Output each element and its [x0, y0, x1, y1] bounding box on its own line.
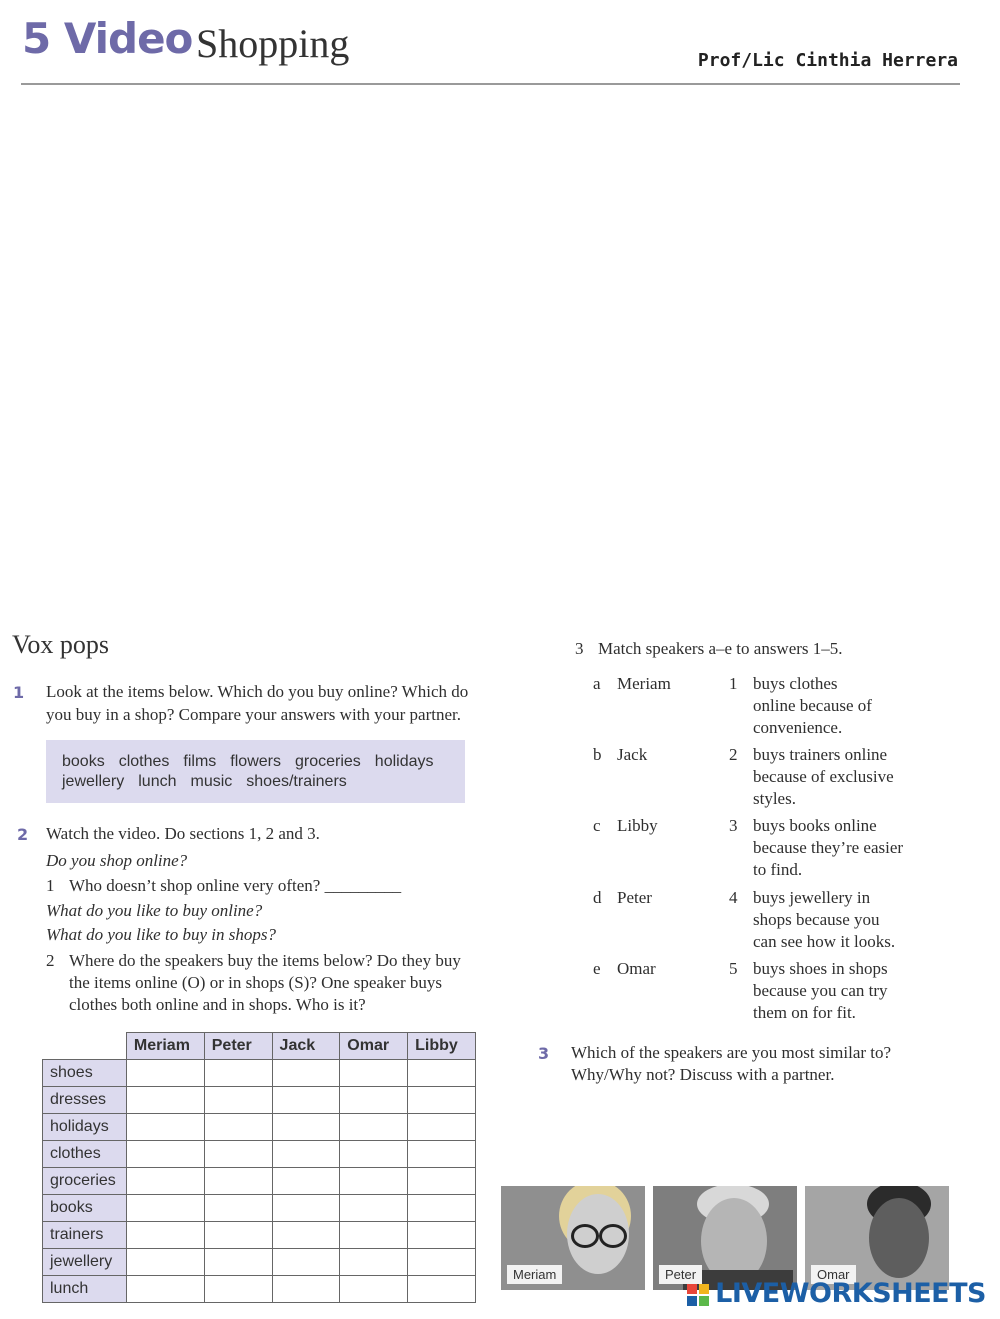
table-row: [43, 1060, 476, 1087]
row-header: trainers: [43, 1222, 127, 1249]
answer-table: [42, 1032, 476, 1303]
word-item: groceries: [294, 753, 361, 770]
answer-line: because you can try: [753, 981, 888, 1000]
word-item: clothes: [118, 753, 170, 770]
answer-cell[interactable]: [126, 1276, 204, 1303]
row-header: jewellery: [43, 1249, 127, 1276]
exercise-2-number: 2: [17, 825, 29, 844]
speaker-name[interactable]: Peter: [617, 888, 652, 907]
answer-cell[interactable]: [126, 1060, 204, 1087]
question-heading-1: Do you shop online?: [46, 851, 188, 870]
exercise-1-line-1: Look at the items below. Which do you buy online? Which do: [46, 682, 469, 701]
table-row: [43, 1195, 476, 1222]
answer-cell[interactable]: [340, 1114, 408, 1141]
word-item: films: [183, 753, 217, 770]
answer-line: shops because you: [753, 910, 880, 929]
answer-cell[interactable]: [408, 1141, 476, 1168]
answer-cell[interactable]: [408, 1276, 476, 1303]
row-header: books: [43, 1195, 127, 1222]
table-row: [43, 1249, 476, 1276]
question-2-line-2: the items online (O) or in shops (S)? One speaker buys: [69, 973, 442, 992]
answer-cell[interactable]: [408, 1087, 476, 1114]
speaker-name[interactable]: Libby: [617, 816, 658, 835]
answer-line: styles.: [753, 789, 796, 808]
answer-cell[interactable]: [204, 1249, 272, 1276]
exercise-3b-number: 3: [538, 1044, 550, 1063]
unit-label: 5 Video: [22, 14, 193, 63]
answer-cell[interactable]: [408, 1249, 476, 1276]
speaker-letter: b: [593, 745, 602, 764]
answer-cell[interactable]: [126, 1168, 204, 1195]
question-2-line-3: clothes both online and in shops. Who is it?: [69, 995, 366, 1014]
answer-line: buys clothes: [753, 674, 838, 693]
question-1-number: 1: [46, 876, 55, 895]
answer-line: convenience.: [753, 718, 843, 737]
answer-cell[interactable]: [408, 1222, 476, 1249]
answer-line: buys books online: [753, 816, 877, 835]
glasses-right: [599, 1224, 627, 1248]
row-header: clothes: [43, 1141, 127, 1168]
glasses-left: [571, 1224, 599, 1248]
answer-cell[interactable]: [204, 1087, 272, 1114]
answer-cell[interactable]: [340, 1168, 408, 1195]
table-row: [43, 1087, 476, 1114]
author-name: Prof/Lic Cinthia Herrera: [697, 50, 958, 71]
answer-cell[interactable]: [340, 1222, 408, 1249]
question-2-number: 2: [46, 951, 55, 970]
question-heading-2: What do you like to buy online?: [46, 901, 263, 920]
answer-cell[interactable]: [340, 1276, 408, 1303]
photo-label: Omar: [811, 1265, 856, 1284]
answer-cell[interactable]: [272, 1114, 340, 1141]
page-title: Shopping: [196, 21, 350, 66]
word-box: [46, 740, 465, 803]
answer-cell[interactable]: [272, 1276, 340, 1303]
section-title: Vox pops: [12, 630, 110, 659]
photo-meriam: [501, 1186, 645, 1290]
speaker-letter: d: [593, 888, 602, 907]
photo-label: Peter: [659, 1265, 702, 1284]
row-header: holidays: [43, 1114, 127, 1141]
photo-peter: [653, 1186, 797, 1290]
answer-cell[interactable]: [126, 1195, 204, 1222]
exercise-3a-instruction: Match speakers a–e to answers 1–5.: [598, 639, 843, 658]
answer-cell[interactable]: [340, 1141, 408, 1168]
answer-cell[interactable]: [340, 1249, 408, 1276]
answer-text[interactable]: [753, 815, 903, 881]
answer-line: buys shoes in shops: [753, 959, 888, 978]
answer-cell[interactable]: [340, 1087, 408, 1114]
answer-text[interactable]: [753, 673, 872, 739]
liveworksheets-logo: [715, 1278, 986, 1309]
row-header: dresses: [43, 1087, 127, 1114]
table-row: [43, 1114, 476, 1141]
liveworksheets-logo-icon: [687, 1284, 709, 1306]
table-header-row: [43, 1033, 476, 1060]
table-row: [43, 1168, 476, 1195]
speaker-letter: c: [593, 816, 601, 835]
answer-cell[interactable]: [126, 1249, 204, 1276]
photo-omar: [805, 1186, 949, 1290]
answer-cell[interactable]: [340, 1195, 408, 1222]
exercise-1-number: 1: [13, 683, 25, 702]
photo-label: Meriam: [507, 1265, 562, 1284]
header-divider: [21, 83, 960, 85]
speaker-name[interactable]: Omar: [617, 959, 656, 978]
answer-cell[interactable]: [272, 1222, 340, 1249]
answer-line: them on for fit.: [753, 1003, 856, 1022]
answer-cell[interactable]: [408, 1060, 476, 1087]
answer-number: 3: [729, 816, 738, 835]
question-heading-3: What do you like to buy in shops?: [46, 925, 276, 944]
question-2-line-1: Where do the speakers buy the items below? Do they buy: [69, 951, 461, 970]
column-header: Jack: [272, 1033, 340, 1060]
answer-line: because they’re easier: [753, 838, 904, 857]
speaker-letter: e: [593, 959, 601, 978]
word-item: flowers: [230, 753, 281, 770]
table-row: [43, 1276, 476, 1303]
answer-cell[interactable]: [272, 1141, 340, 1168]
answer-cell[interactable]: [408, 1168, 476, 1195]
face-shape: [869, 1198, 929, 1278]
word-item: books: [62, 753, 105, 770]
answer-text[interactable]: [753, 887, 895, 953]
answer-cell[interactable]: [204, 1114, 272, 1141]
answer-line: because of exclusive: [753, 767, 894, 786]
answer-cell[interactable]: [272, 1249, 340, 1276]
column-header: Peter: [204, 1033, 272, 1060]
answer-cell[interactable]: [204, 1141, 272, 1168]
table-row: [43, 1222, 476, 1249]
answer-cell[interactable]: [126, 1087, 204, 1114]
column-header: Libby: [408, 1033, 476, 1060]
answer-number: 4: [729, 888, 738, 907]
answer-cell[interactable]: [126, 1114, 204, 1141]
table-row: [43, 1141, 476, 1168]
word-box-row-2: [62, 772, 361, 792]
answer-line: buys jewellery in: [753, 888, 871, 907]
answer-number: 5: [729, 959, 738, 978]
column-header: Omar: [340, 1033, 408, 1060]
answer-cell[interactable]: [272, 1195, 340, 1222]
exercise-3b-line-2: Why/Why not? Discuss with a partner.: [571, 1065, 835, 1084]
answer-cell[interactable]: [272, 1060, 340, 1087]
exercise-3a-number: 3: [575, 639, 584, 658]
table-corner: [43, 1033, 127, 1060]
column-header: Meriam: [126, 1033, 204, 1060]
logo-text: LIVEWORKSHEETS: [715, 1278, 986, 1309]
answer-number: 2: [729, 745, 738, 764]
answer-cell[interactable]: [272, 1168, 340, 1195]
question-1-text: Who doesn’t shop online very often? _________: [69, 876, 402, 895]
row-header: groceries: [43, 1168, 127, 1195]
answer-cell[interactable]: [204, 1060, 272, 1087]
word-box-row-1: [62, 752, 448, 772]
answer-cell[interactable]: [204, 1168, 272, 1195]
row-header: lunch: [43, 1276, 127, 1303]
answer-line: buys trainers online: [753, 745, 888, 764]
speaker-name[interactable]: Jack: [617, 745, 648, 764]
exercise-2-intro: Watch the video. Do sections 1, 2 and 3.: [46, 824, 320, 843]
answer-cell[interactable]: [204, 1222, 272, 1249]
speaker-letter: a: [593, 674, 601, 693]
word-item: shoes/trainers: [246, 773, 347, 790]
answer-cell[interactable]: [204, 1276, 272, 1303]
answer-cell[interactable]: [126, 1141, 204, 1168]
answer-cell[interactable]: [272, 1087, 340, 1114]
answer-line: can see how it looks.: [753, 932, 896, 951]
exercise-3b-line-1: Which of the speakers are you most similar to?: [571, 1043, 892, 1062]
speaker-name[interactable]: Meriam: [617, 674, 671, 693]
answer-cell[interactable]: [408, 1195, 476, 1222]
answer-cell[interactable]: [408, 1114, 476, 1141]
row-header: shoes: [43, 1060, 127, 1087]
word-item: holidays: [374, 753, 434, 770]
word-item: lunch: [138, 773, 177, 790]
answer-text[interactable]: [753, 744, 894, 810]
answer-cell[interactable]: [126, 1222, 204, 1249]
word-item: music: [190, 773, 233, 790]
answer-line: to find.: [753, 860, 803, 879]
answer-text[interactable]: [753, 958, 888, 1024]
word-item: jewellery: [62, 773, 125, 790]
answer-cell[interactable]: [204, 1195, 272, 1222]
answer-number: 1: [729, 674, 738, 693]
answer-line: online because of: [753, 696, 872, 715]
exercise-1-line-2: you buy in a shop? Compare your answers with your partner.: [46, 705, 461, 724]
answer-cell[interactable]: [340, 1060, 408, 1087]
